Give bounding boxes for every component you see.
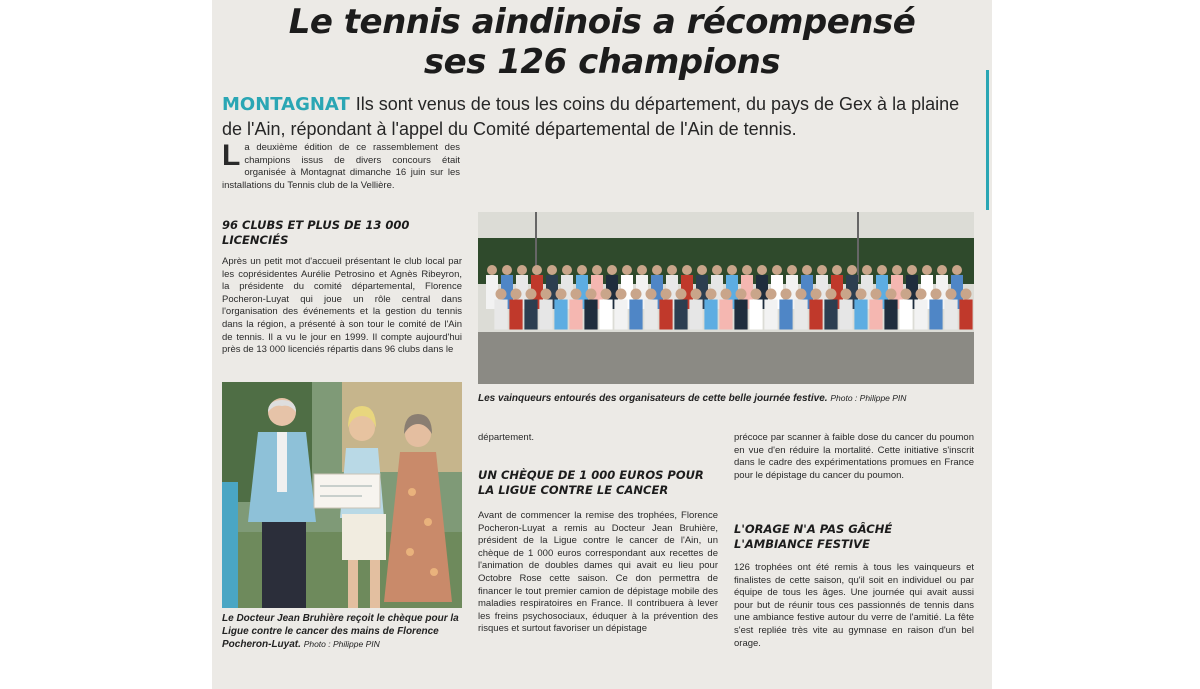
intro-paragraph: La deuxième édition de ce rassemblement des champions issus de divers concours était organisée à Montagnat dimanche 16 juin sur les installations du Tennis club de la Vellière. [222,139,460,191]
crowd-body [704,300,717,330]
crowd-head [646,289,657,300]
crowd-body [659,300,672,330]
crowd-head [727,265,737,275]
crowd-body [509,300,522,330]
crowd-head [931,289,942,300]
paragraph-depistage: précoce par scanner à faible dose du cancer du poumon en vue d'en réduire la mortalité. Cette initiative s'inscrit dans le cadre des expérimentations promues en France pour le dépistage du cancer du poumon. [734,432,974,481]
paragraph-orage: 126 trophées ont été remis à tous les vainqueurs et finalistes de cette saison, qu'il soit en individuel ou par équipe de tous les âges. Une journée qui avait aussi pour but de réunir tous ces passionnés de tennis dans une ambiance festive autour du verre de l'amitié. La fête s'est repliée très vite au gymnase en raison d'un bel orage. [734,562,974,649]
crowd-head [676,289,687,300]
lead-text: Ils sont venus de tous les coins du département, du pays de Gex à la plaine de l'Ain, répondant à l'appel du Comité départemental de l'Ain de tennis. [222,94,960,139]
crowd-head [526,289,537,300]
subhead-orage: L'ORAGE N'A PAS GÂCHÉ L'AMBIANCE FESTIVE [734,522,893,551]
crowd-head [712,265,722,275]
crowd-body [569,300,582,330]
crowd-head [622,265,632,275]
crowd-head [487,265,497,275]
crowd-head [811,289,822,300]
crowd-body [599,300,612,330]
crowd-body [494,300,507,330]
crowd-head [541,289,552,300]
crowd-body [629,300,642,330]
crowd-head [532,265,542,275]
crowd-body [824,300,837,330]
paragraph-departement-continued: département. [478,432,534,443]
crowd-head [802,265,812,275]
caption-cheque: Le Docteur Jean Bruhière reçoit le chèque pour la Ligue contre le cancer des mains de Florence Pocheron-Luyat. Photo : Philippe PIN [222,613,459,650]
crowd-body [899,300,912,330]
crowd-head [907,265,917,275]
crowd-body [914,300,927,330]
crowd-head [616,289,627,300]
crowd-head [916,289,927,300]
crowd-head [847,265,857,275]
crowd-body [584,300,597,330]
crowd-head [817,265,827,275]
crowd-head [652,265,662,275]
crowd-body [539,300,552,330]
crowd-head [517,265,527,275]
crowd-head [862,265,872,275]
crowd-head [562,265,572,275]
crowd-body [734,300,747,330]
crowd-body [764,300,777,330]
crowd-head [856,289,867,300]
crowd-body [554,300,567,330]
crowd-head [871,289,882,300]
crowd-body [614,300,627,330]
crowd-head [736,289,747,300]
crowd-body [644,300,657,330]
crowd-body [854,300,867,330]
crowd-head [832,265,842,275]
paragraph-cheque: Avant de commencer la remise des trophées, Florence Pocheron-Luyat a remis au Docteur Jean Bruhière, président de la Ligue contre le cancer de l'Ain, un chèque de 1 000 euros correspondant aux recettes de l'animation de doubles dames qui avait eu lieu pour Octobre Rose cette saison. Ce don permettra de financer le tout premier camion de dépistage mobile des maladies respiratoires en France. Il contribuera à lever les freins psychosociaux, éduquer à la prévention des risques et surtout favoriser un dépistage [478,510,718,635]
newspaper-clipping [212,0,992,689]
crowd-head [796,289,807,300]
photo-cheque-handover [222,382,462,608]
cheque-photo-image [222,382,462,608]
crowd-head [586,289,597,300]
photo-credit: Photo : Philippe PIN [830,393,907,403]
crowd-head [721,289,732,300]
paragraph-comite: Après un petit mot d'accueil présentant le club local par les coprésidentes Aurélie Petrosino et Agnès Ribeyron, la présidente du comité départemental, Florence Pocheron-Luyat qui joue un rôle central dans l'organisation des événements et la gestion du tennis dans la région, a présenté à son tour le comité de l'Ain de tennis. Il a vu le jour en 1999. Il compte aujourd'hui près de 13 000 licenciés répartis dans 96 clubs dans le [222,256,462,356]
crowd-head [742,265,752,275]
headline-line-2: ses 126 champions [423,42,781,82]
crowd-head [781,289,792,300]
crowd-head [952,265,962,275]
caption-group: Les vainqueurs entourés des organisateurs de cette belle journée festive. Photo : Philippe PIN [478,393,907,404]
crowd-head [571,289,582,300]
crowd-head [901,289,912,300]
crowd-body [779,300,792,330]
crowd-head [826,289,837,300]
crowd-head [502,265,512,275]
crowd-head [631,289,642,300]
crowd-body [524,300,537,330]
crowd-body [959,300,972,330]
crowd-body [884,300,897,330]
crowd-head [772,265,782,275]
location-kicker: MONTAGNAT [222,94,350,115]
crowd-head [601,289,612,300]
crowd-body [929,300,942,330]
crowd-head [706,289,717,300]
crowd-body [839,300,852,330]
crowd-head [667,265,677,275]
crowd-head [511,289,522,300]
subhead-clubs: 96 CLUBS ET PLUS DE 13 000 LICENCIÉS [222,218,410,247]
lead-paragraph [222,92,982,141]
crowd-head [577,265,587,275]
crowd-head [961,289,972,300]
photo-group-winners [478,212,974,384]
crowd-head [697,265,707,275]
headline-line-1: Le tennis aindinois a récompensé [288,2,916,42]
crowd-body [674,300,687,330]
crowd-body [809,300,822,330]
crowd-head [751,289,762,300]
crowd-body [944,300,957,330]
crowd-body [719,300,732,330]
crowd-body [689,300,702,330]
crowd-head [787,265,797,275]
crowd-head [877,265,887,275]
drop-cap: L [222,139,241,172]
subhead-cheque: UN CHÈQUE DE 1 000 EUROS POUR LA LIGUE CONTRE LE CANCER [478,468,704,497]
crowd-head [661,289,672,300]
crowd-head [892,265,902,275]
crowd-head [556,289,567,300]
page-edge-accent [986,70,989,210]
crowd-body [749,300,762,330]
crowd-head [607,265,617,275]
photo-credit: Photo : Philippe PIN [303,639,380,649]
crowd-body [794,300,807,330]
crowd-head [592,265,602,275]
crowd-head [841,289,852,300]
crowd-head [946,289,957,300]
crowd-head [496,289,507,300]
crowd-body [869,300,882,330]
crowd-head [757,265,767,275]
crowd-head [922,265,932,275]
crowd-head [766,289,777,300]
group-photo-image [478,212,974,384]
crowd-head [637,265,647,275]
crowd-head [682,265,692,275]
crowd-head [937,265,947,275]
crowd-head [886,289,897,300]
crowd-head [547,265,557,275]
crowd-head [691,289,702,300]
